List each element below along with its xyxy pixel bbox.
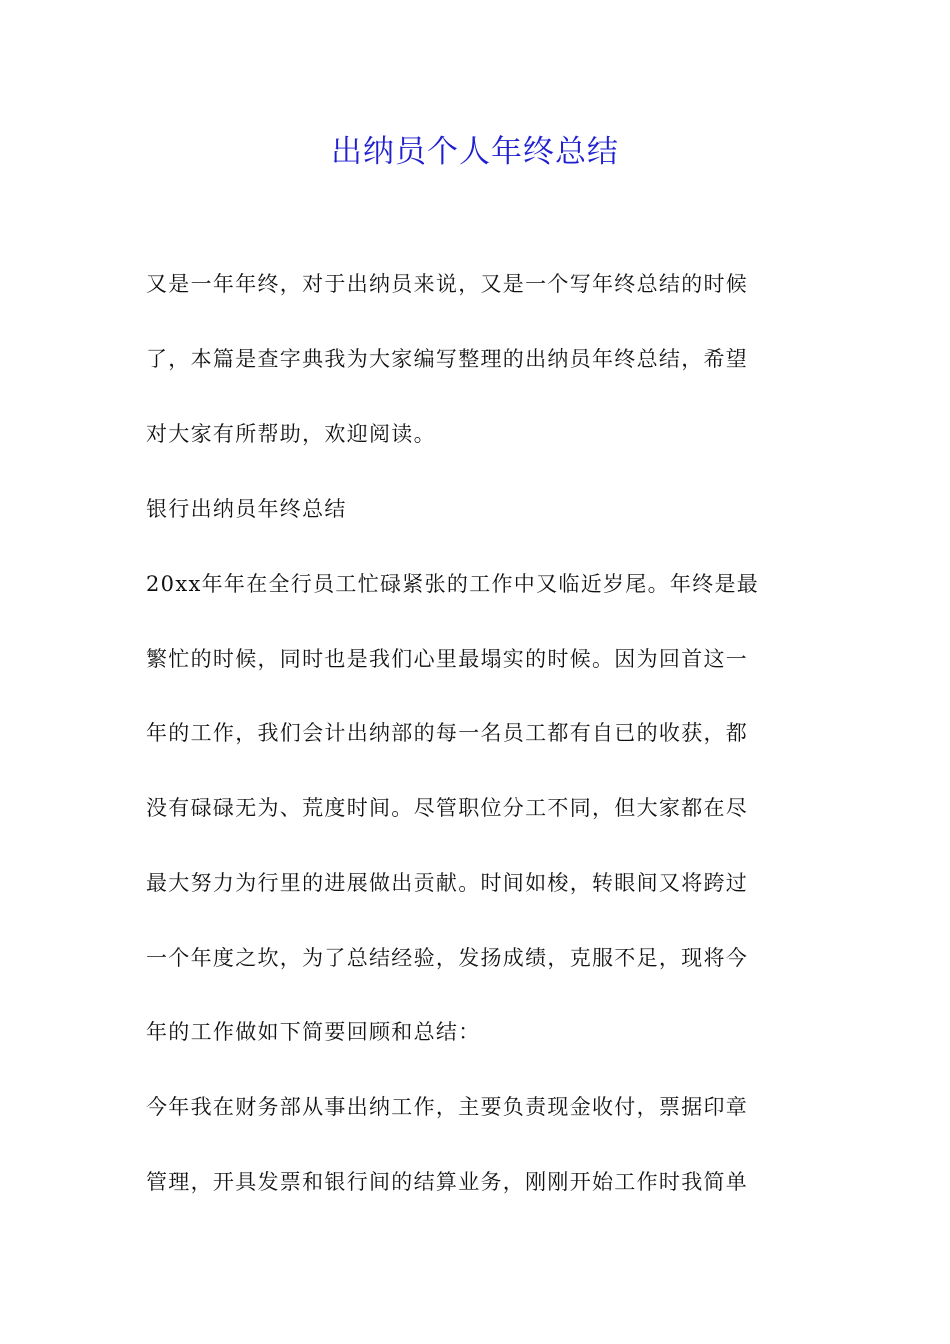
paragraph-line: 一个年度之坎，为了总结经验，发扬成绩，克服不足，现将今 (146, 946, 749, 970)
paragraph-line: 最大努力为行里的进展做出贡献。时间如梭，转眼间又将跨过 (146, 871, 749, 895)
paragraph-line: 繁忙的时候，同时也是我们心里最塌实的时候。因为回首这一 (146, 647, 749, 671)
section-heading: 银行出纳员年终总结 (146, 497, 347, 521)
paragraph-line: 管理，开具发票和银行间的结算业务，刚刚开始工作时我简单 (146, 1170, 749, 1194)
paragraph-line: 又是一年年终，对于出纳员来说，又是一个写年终总结的时候 (146, 272, 749, 296)
document-title: 出纳员个人年终总结 (331, 134, 619, 170)
paragraph-line: 年的工作做如下简要回顾和总结： (146, 1020, 481, 1044)
paragraph-line: 了，本篇是查字典我为大家编写整理的出纳员年终总结，希望 (146, 347, 749, 371)
paragraph-line: 年的工作，我们会计出纳部的每一名员工都有自已的收获，都 (146, 721, 749, 745)
paragraph-line: 20xx年年在全行员工忙碌紧张的工作中又临近岁尾。年终是最 (146, 572, 760, 596)
paragraph-line: 没有碌碌无为、荒度时间。尽管职位分工不同，但大家都在尽 (146, 796, 749, 820)
paragraph-line: 今年我在财务部从事出纳工作，主要负责现金收付，票据印章 (146, 1095, 749, 1119)
paragraph-line: 对大家有所帮助，欢迎阅读。 (146, 422, 436, 446)
